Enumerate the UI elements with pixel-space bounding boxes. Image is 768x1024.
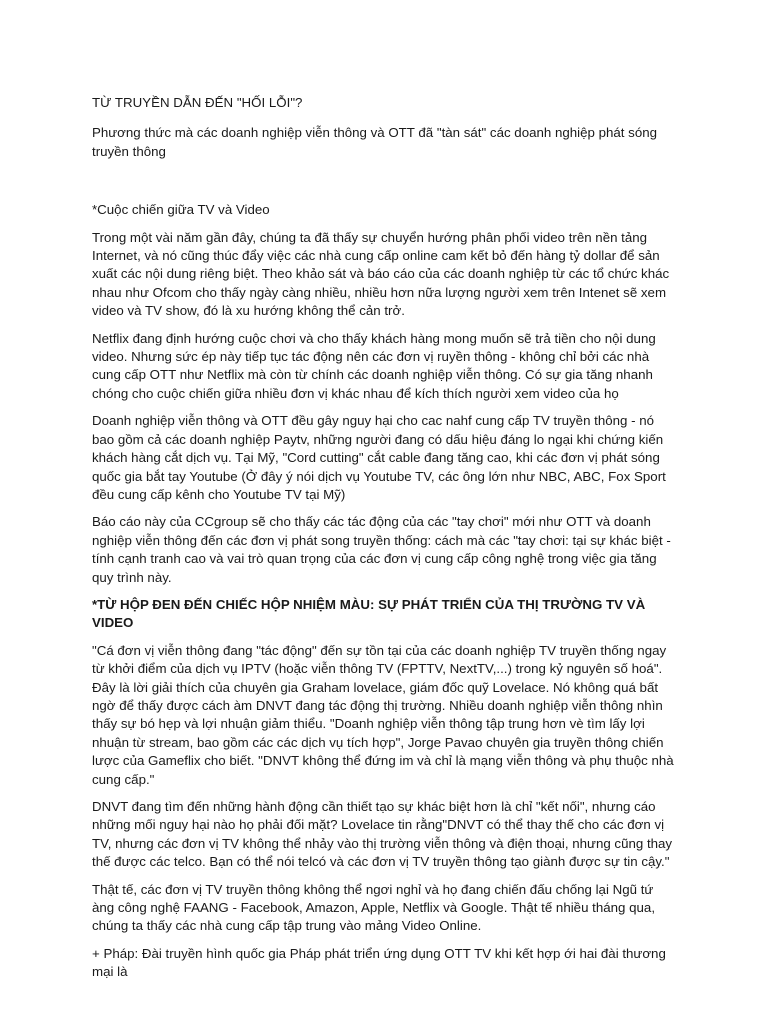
paragraph: DNVT đang tìm đến những hành động cần thiết tạo sự khác biệt hơn là chỉ "kết nối", nhưng cáo những mối nguy hại nào họ phải đối mặt? Lovelace tin rằng"DNVT có thể thay thế cho các đơn vị TV, nhưng các đơn vị TV không thể nhảy vào thị trường viễn thông và điện thoại, nhưng cũng thay thế được các telco. Bạn có thể nói telcó và các đơn vị TV truyền thông tạo giành được sự tin cậy."	[92, 799, 673, 870]
paragraph: "Cá đơn vị viễn thông đang "tác động" đến sự tồn tại của các doanh nghiệp TV truyền thống ngay từ khởi điểm của dịch vụ IPTV (hoặc viễn thông TV (FPTTV, NextTV,...) trong kỷ nguyên số hoá". Đây là lời giải thích của chuyên gia Graham lovelace, giám đốc quỹ Lovelace. Nó không quá bất ngờ để thấy được cách àm DNVT đang tác động thị trường. Nhiều doanh nghiệp viễn thông nhìn thấy sự bó hẹp và lợi nhuận giảm thiểu. "Doanh nghiệp viễn thông tập trung hơn vè tìm lấy lợi nhuận từ stream, bao gồm các các dịch vụ tích hợp", Jorge Pavao chuyên gia truyền thông chiến lược của Gameflix cho biết. "DNVT không thể đứng im và chỉ là mạng viễn thông và phụ thuộc nhà cung cấp."	[92, 642, 674, 787]
paragraph: Báo cáo này của CCgroup sẽ cho thấy các tác động của các "tay chơi" mới như OTT và doanh nghiệp viễn thông đến các đơn vị phát song truyền thống: cách mà các "tay chơi: tại sự khác biệt - tính cạnh tranh cao và vai trò quan trọng của các đơn vị cung cấp công nghệ trong việc gia tăng quy trình này.	[92, 514, 671, 585]
bold-section-heading: *TỪ HỘP ĐEN ĐẾN CHIẾC HỘP NHIỆM MÀU: SỰ PHÁT TRIỂN CỦA THỊ TRƯỜNG TV VÀ VIDEO	[92, 596, 646, 631]
document-subtitle: Phương thức mà các doanh nghiệp viễn thông và OTT đã "tàn sát" các doanh nghiệp phát sóng truyền thông	[92, 125, 658, 159]
document-title: TỪ TRUYỀN DẪN ĐẾN "HỐI LỖI"?	[92, 95, 303, 110]
paragraph: Doanh nghiệp viễn thông và OTT đều gây nguy hại cho cac nahf cung cấp TV truyền thông - nó bao gồm cả các doanh nghiệp Paytv, những người đang có dấu hiệu đáng lo ngại khi chứng kiến khách hàng cắt dịch vụ. Tại Mỹ, "Cord cutting" cắt cable đang tăng cao, khi các đơn vị phát sóng quốc gia bắt tay Youtube (Ở đây ý nói dịch vụ Youtube TV, các ông lớn như NBC, ABC, Fox Sport đều cung cấp kênh cho Youtube TV tại Mỹ)	[92, 413, 666, 502]
paragraph: Trong một vài năm gần đây, chúng ta đã thấy sự chuyển hướng phân phối video trên nền tảng Internet, và nó cũng thúc đẩy việc các nhà cung cấp online cam kết bỏ đến hàng tỷ dollar để sản xuất các nội dung riêng biệt. Theo khảo sát và báo cáo của các doanh nghiệp từ các tổ chức khác nhau như Ofcom cho thấy ngày càng nhiều, nhiều hơn nữa lượng người xem trên Intenet sẽ xem video và TV show, đó là xu hướng không thể cản trở.	[92, 229, 670, 319]
paragraph: Thật tế, các đơn vị TV truyền thông không thể ngơi nghỉ và họ đang chiến đấu chống lại Ngũ tứ àng công nghệ FAANG - Facebook, Amazon, Apple, Netflix và Google. Thật tế nhiều tháng qua, chúng ta thấy các nhà cung cấp tập trung vào mảng Video Online.	[92, 881, 656, 934]
paragraph: + Pháp: Đài truyền hình quốc gia Pháp phát triển ứng dụng OTT TV khi kết hợp ới hai đài thương mại là	[92, 945, 666, 980]
paragraph: Netflix đang định hướng cuộc chơi và cho thấy khách hàng mong muốn sẽ trả tiền cho nội dung video. Nhưng sức ép này tiếp tục tác động nên các đơn vị ruyền thông - không chỉ bởi các nhà cung cấp OTT như Netflix mà còn từ chính các doanh nghiệp viễn thông. Có sự gia tăng nhanh chóng cho cuộc chiến giữa nhiều đơn vị khác nhau để kích thích người xem video của họ	[92, 330, 656, 401]
section-heading: *Cuộc chiến giữa TV và Video	[92, 202, 270, 218]
